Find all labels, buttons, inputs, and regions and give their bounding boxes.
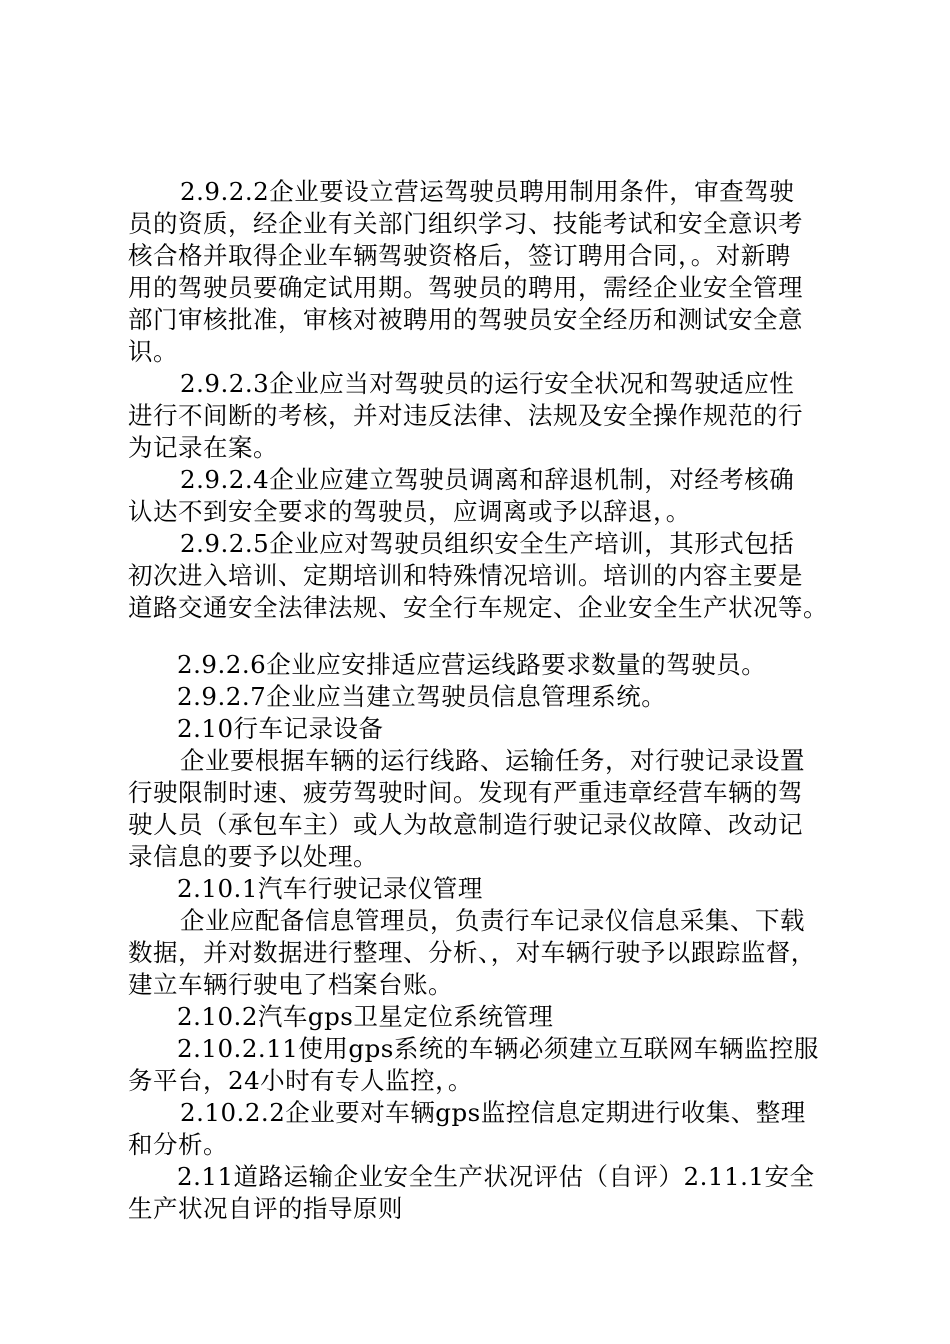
text-line: 2.10.2.11使用gps系统的车辆必须建立互联网车辆监控服: [177, 1034, 819, 1063]
text-line: 2.9.2.3企业应当对驾驶员的运行安全状况和驾驶适应性: [180, 369, 795, 398]
text-line: 建立车辆行驶电了档案台账。: [128, 970, 453, 999]
section-heading: 2.10.2汽车gps卫星定位系统管理: [177, 1002, 554, 1031]
section-heading: 2.10行车记录设备: [177, 714, 384, 743]
text-line: 2.9.2.5企业应对驾驶员组织安全生产培训，其形式包括: [180, 529, 795, 558]
text-line: 识。: [128, 337, 178, 366]
text-line: 生产状况自评的指导原则: [128, 1194, 403, 1223]
text-line: 部门审核批准，审核对被聘用的驾驶员安全经历和测试安全意: [128, 305, 803, 334]
text-line: 企业要根据车辆的运行线路、运输任务，对行驶记录设置: [180, 746, 805, 775]
text-line: 2.9.2.6企业应安排适应营运线路要求数量的驾驶员。: [177, 650, 767, 679]
text-line: 2.9.2.4企业应建立驾驶员调离和辞退机制，对经考核确: [180, 465, 795, 494]
text-line: 录信息的要予以处理。: [128, 842, 378, 871]
text-line: 初次进入培训、定期培训和特殊情况培训。培训的内容主要是: [128, 561, 803, 590]
text-line: 员的资质，经企业有关部门组织学习、技能考试和安全意识考: [128, 209, 803, 238]
text-line: 进行不间断的考核，并对违反法律、法规及安全操作规范的行: [128, 401, 803, 430]
text-line: 2.10.2.2企业要对车辆gps监控信息定期进行收集、整理: [180, 1098, 806, 1127]
text-line: 道路交通安全法律法规、安全行车规定、企业安全生产状况等。: [128, 593, 828, 622]
text-line: 2.9.2.7企业应当建立驾驶员信息管理系统。: [177, 682, 667, 711]
text-line: 务平台，24小时有专人监控，。: [128, 1066, 473, 1095]
text-line: 为记录在案。: [128, 433, 278, 462]
text-line: 2.9.2.2企业要设立营运驾驶员聘用制用条件，审查驾驶: [180, 177, 795, 206]
section-heading: 2.11道路运输企业安全生产状况评估（自评）2.11.1安全: [177, 1162, 815, 1191]
text-line: 和分析。: [128, 1130, 228, 1159]
text-line: 行驶限制时速、疲劳驾驶时间。发现有严重违章经营车辆的驾: [128, 778, 803, 807]
text-line: 驶人员（承包车主）或人为故意制造行驶记录仪故障、改动记: [128, 810, 803, 839]
text-line: 数据，并对数据进行整理、分析、，对车辆行驶予以跟踪监督，: [128, 938, 816, 967]
text-line: 核合格并取得企业车辆驾驶资格后，签订聘用合同，。对新聘: [128, 241, 791, 270]
text-line: 认达不到安全要求的驾驶员，应调离或予以辞退，。: [128, 497, 691, 526]
text-line: 用的驾驶员要确定试用期。驾驶员的聘用，需经企业安全管理: [128, 273, 803, 302]
text-line: 企业应配备信息管理员，负责行车记录仪信息采集、下载: [180, 906, 805, 935]
section-heading: 2.10.1汽车行驶记录仪管理: [177, 874, 483, 903]
